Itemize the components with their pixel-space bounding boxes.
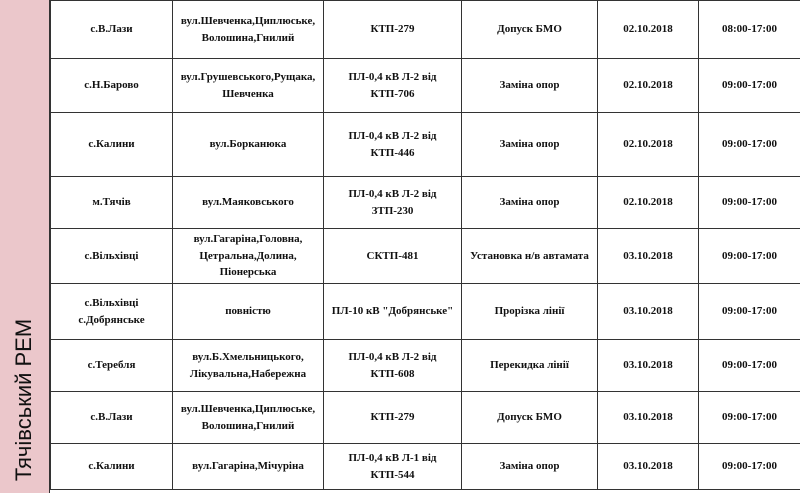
table-row xyxy=(51,113,800,177)
object-cell: СКТП-481 xyxy=(324,229,462,284)
settlement-cell: с.Н.Барово xyxy=(51,59,173,113)
date-cell: 03.10.2018 xyxy=(598,444,699,490)
date-cell: 02.10.2018 xyxy=(598,1,699,59)
work-cell: Заміна опор xyxy=(462,177,598,229)
settlement-cell: с.Вільхівці с.Добрянське xyxy=(51,284,173,340)
object-cell: ПЛ-0,4 кВ Л-1 від КТП-544 xyxy=(324,444,462,490)
object-cell: КТП-279 xyxy=(324,1,462,59)
table-row xyxy=(51,59,800,113)
table-row xyxy=(51,229,800,284)
date-cell: 02.10.2018 xyxy=(598,113,699,177)
settlement-cell: с.Вільхівці xyxy=(51,229,173,284)
time-cell: 09:00-17:00 xyxy=(699,59,800,113)
settlement-cell: с.Калини xyxy=(51,444,173,490)
object-cell: ПЛ-10 кВ "Добрянське" xyxy=(324,284,462,340)
date-cell: 02.10.2018 xyxy=(598,177,699,229)
time-cell: 09:00-17:00 xyxy=(699,444,800,490)
outage-schedule-table xyxy=(50,0,800,490)
settlement-cell: с.Теребля xyxy=(51,340,173,392)
table-row xyxy=(51,177,800,229)
table-row xyxy=(51,444,800,490)
work-cell: Заміна опор xyxy=(462,59,598,113)
streets-cell: вул.Шевченка,Циплюське, Волошина,Гнилий xyxy=(173,392,324,444)
rem-column xyxy=(0,0,50,493)
work-cell: Допуск БМО xyxy=(462,1,598,59)
streets-cell: вул.Грушевського,Рущака, Шевченка xyxy=(173,59,324,113)
streets-cell: вул.Шевченка,Циплюське, Волошина,Гнилий xyxy=(173,1,324,59)
table-row xyxy=(51,1,800,59)
streets-cell: вул.Б.Хмельницького, Лікувальна,Набережна xyxy=(173,340,324,392)
object-cell: ПЛ-0,4 кВ Л-2 від КТП-446 xyxy=(324,113,462,177)
date-cell: 03.10.2018 xyxy=(598,229,699,284)
streets-cell: вул.Гагаріна,Мічуріна xyxy=(173,444,324,490)
time-cell: 09:00-17:00 xyxy=(699,340,800,392)
work-cell: Перекидка лінії xyxy=(462,340,598,392)
table-row xyxy=(51,284,800,340)
settlement-cell: с.В.Лази xyxy=(51,392,173,444)
date-cell: 03.10.2018 xyxy=(598,340,699,392)
date-cell: 03.10.2018 xyxy=(598,284,699,340)
object-cell: ПЛ-0,4 кВ Л-2 від КТП-706 xyxy=(324,59,462,113)
settlement-cell: с.В.Лази xyxy=(51,1,173,59)
table-row xyxy=(51,392,800,444)
time-cell: 09:00-17:00 xyxy=(699,392,800,444)
object-cell: КТП-279 xyxy=(324,392,462,444)
streets-cell: вул.Борканюка xyxy=(173,113,324,177)
time-cell: 09:00-17:00 xyxy=(699,284,800,340)
table-row xyxy=(51,340,800,392)
time-cell: 08:00-17:00 xyxy=(699,1,800,59)
streets-cell: повністю xyxy=(173,284,324,340)
rem-name: Тячівський РЕМ xyxy=(11,318,36,482)
settlement-cell: м.Тячів xyxy=(51,177,173,229)
work-cell: Допуск БМО xyxy=(462,392,598,444)
time-cell: 09:00-17:00 xyxy=(699,113,800,177)
object-cell: ПЛ-0,4 кВ Л-2 від ЗТП-230 xyxy=(324,177,462,229)
work-cell: Заміна опор xyxy=(462,113,598,177)
settlement-cell: с.Калини xyxy=(51,113,173,177)
time-cell: 09:00-17:00 xyxy=(699,229,800,284)
work-cell: Прорізка лінії xyxy=(462,284,598,340)
date-cell: 02.10.2018 xyxy=(598,59,699,113)
work-cell: Установка н/в автамата xyxy=(462,229,598,284)
object-cell: ПЛ-0,4 кВ Л-2 від КТП-608 xyxy=(324,340,462,392)
time-cell: 09:00-17:00 xyxy=(699,177,800,229)
streets-cell: вул.Маяковського xyxy=(173,177,324,229)
work-cell: Заміна опор xyxy=(462,444,598,490)
streets-cell: вул.Гагаріна,Головна, Цетральна,Долина, Піонерська xyxy=(173,229,324,284)
date-cell: 03.10.2018 xyxy=(598,392,699,444)
